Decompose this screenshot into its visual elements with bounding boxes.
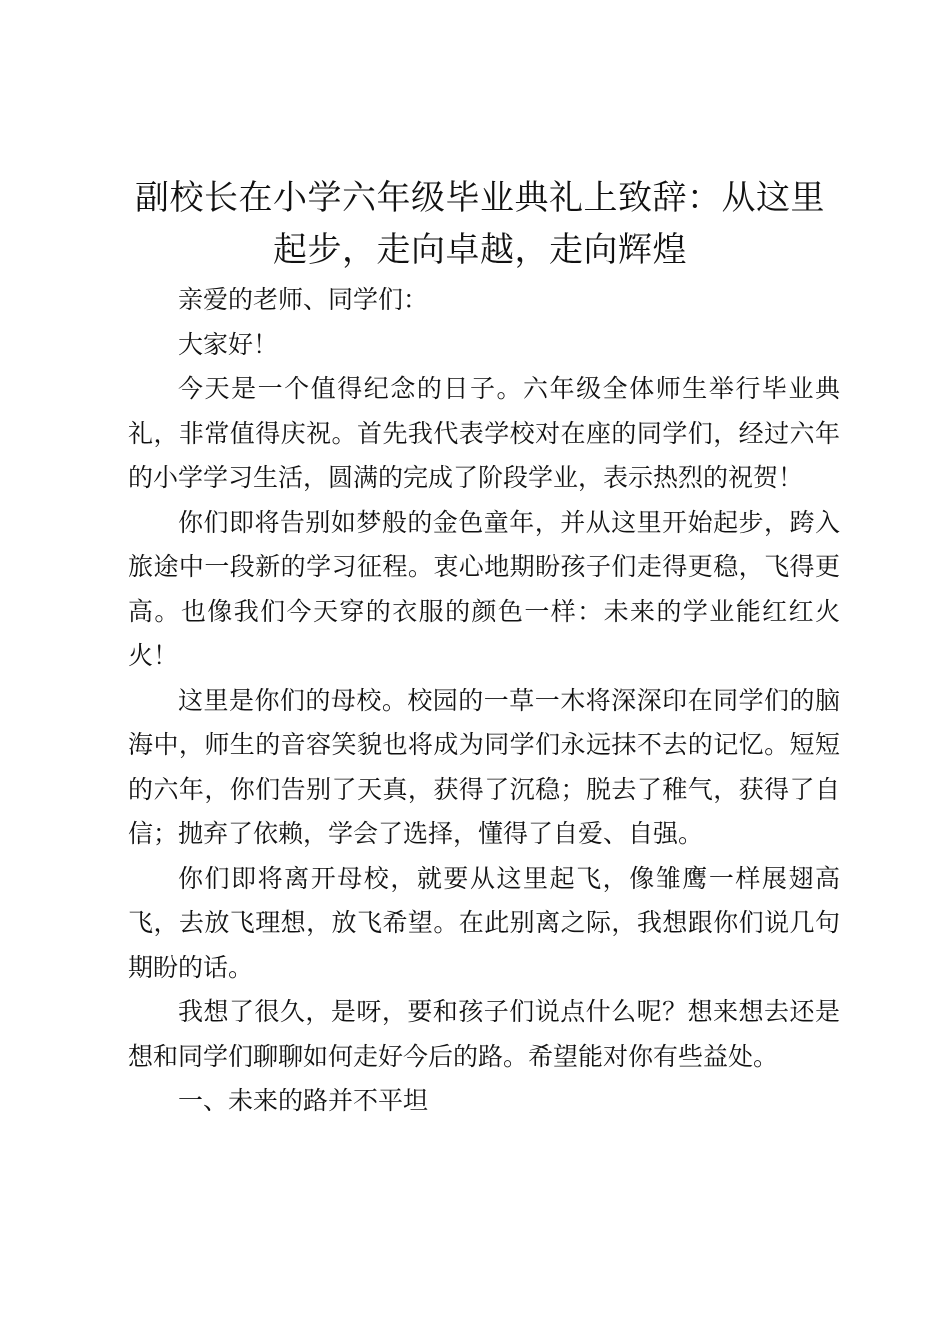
document-body — [128, 278, 840, 1124]
paragraph: 今天是一个值得纪念的日子。六年级全体师生举行毕业典礼，非常值得庆祝。首先我代表学校对在座的同学们，经过六年的小学学习生活，圆满的完成了阶段学业，表示热烈的祝贺！ — [128, 374, 840, 492]
document-title: 副校长在小学六年级毕业典礼上致辞：从这里起步，走向卓越，走向辉煌 — [135, 178, 825, 270]
greeting: 大家好！ — [178, 329, 279, 359]
paragraph: 这里是你们的母校。校园的一草一木将深深印在同学们的脑海中，师生的音容笑貌也将成为同学们永远抹不去的记忆。短短的六年，你们告别了天真，获得了沉稳；脱去了稚气，获得了自信；抛弃了依赖，学会了选择，懂得了自爱、自强。 — [128, 685, 840, 848]
section-heading: 一、未来的路并不平坦 — [178, 1086, 429, 1115]
salutation: 亲爱的老师、同学们： — [178, 285, 429, 314]
paragraph: 我想了很久，是呀，要和孩子们说点什么呢？想来想去还是想和同学们聊聊如何走好今后的路。希望能对你有些益处。 — [128, 997, 840, 1071]
paragraph: 你们即将告别如梦般的金色童年，并从这里开始起步，跨入旅途中一段新的学习征程。衷心地期盼孩子们走得更稳，飞得更高。也像我们今天穿的衣服的颜色一样：未来的学业能红红火火！ — [128, 507, 840, 670]
paragraph: 你们即将离开母校，就要从这里起飞，像雏鹰一样展翅高飞，去放飞理想，放飞希望。在此别离之际，我想跟你们说几句期盼的话。 — [128, 863, 840, 982]
